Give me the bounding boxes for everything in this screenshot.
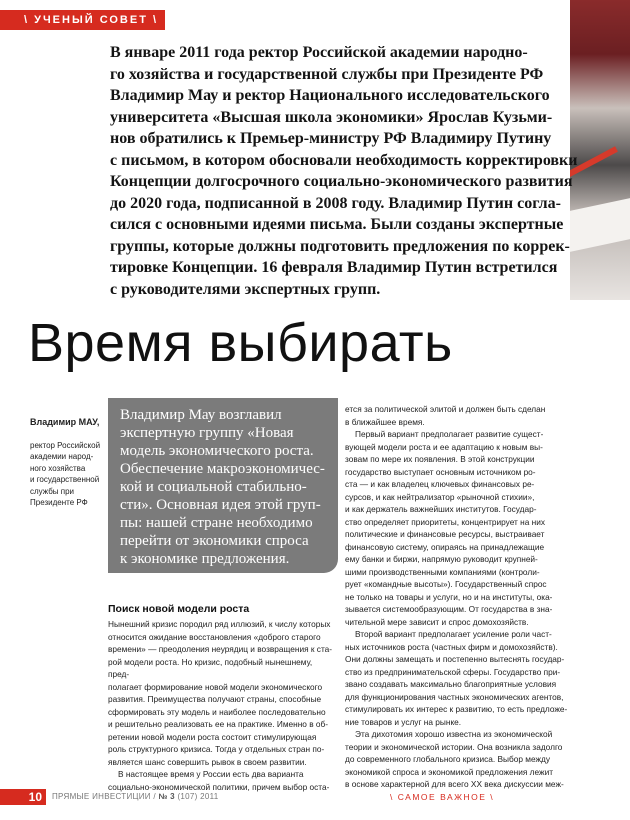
author-byline xyxy=(30,405,112,509)
left-column xyxy=(108,603,335,793)
rubric-label: \ САМОЕ ВАЖНОЕ \ xyxy=(390,792,495,802)
lead-paragraph: В январе 2011 года ректор Российской академии народно- го хозяйства и государственной службы при Президенте РФ Владимир Мау и ректор Национального исследовательского университета «Высшая школа экономики» Ярослав Кузьми- нов обратились к Премьер-министру РФ Владимиру Путину с письмом, в котором обосновали необходимость корректировки Концепции долгосрочного социально-экономического развития до 2020 года, подписанной в 2008 году. Владимир Путин согла- сился с основными идеями письма. Были созданы экспертные группы, которые должны подготовить предложения по коррек- тировке Концепции. 16 февраля Владимир Путин встретился с руководителями экспертных групп. xyxy=(110,44,578,298)
section-tag: \ УЧЕНЫЙ СОВЕТ \ xyxy=(0,10,165,30)
left-paragraph-1: Нынешний кризис породил ряд иллюзий, к числу которых относится ожидание восстановления «доброго старого времени» — преодоления неурядиц и возвращения к ста- рой модели роста. Но кризис, подобный нынешнему, пред- полагает формирование новой модели экономического развития. Преимущества получают страны, способные сформировать эту модель и наиболее последовательно и решительно реализовать ее на практике. Именно в об- ретении новой модели роста состоит стимулирующая роль структурного кризиса. Тогда у отдельных стран по- является шанс совершить рывок в своем развитии. xyxy=(108,619,333,767)
article-headline: Время выбирать xyxy=(28,313,453,373)
page-number: 10 xyxy=(0,789,46,805)
section-heading: Поиск новой модели роста xyxy=(108,603,250,615)
issue-detail: (107) 2011 xyxy=(174,792,219,801)
left-paragraph-2: В настоящее время у России есть два варианта социально-экономической политики, причем выбор оста- xyxy=(108,769,330,792)
right-column xyxy=(345,403,592,791)
author-name: Владимир МАУ, xyxy=(30,416,100,427)
right-paragraph-3: Эта дихотомия хорошо известна из экономической теории и экономической истории. Она возникла задолго до современного глобального кризиса. Выбор между экономикой спроса и экономикой предложения лежит в основе характерной для всего ХХ века дискуссии меж- xyxy=(345,729,564,789)
pull-quote-box xyxy=(108,398,338,573)
right-paragraph-1: Первый вариант предполагает развитие сущест- вующей модели роста и ее адаптацию к новым вы- зовам по мере их появления. В этой конструкции государство выступает основным источником ро- ста — и как владелец ключевых финансовых ре- сурсов, и как нейтрализатор «рыночной стихии», и как держатель важнейших институтов. Государ- ство определяет приоритеты, концентрирует на них политические и финансовые ресурсы, выстраивает финансовую систему, опираясь на принадлежащие ему банки и биржи, напрямую руководит крупней- шими производственными компаниями (контроли- рует «командные высоты»). Государственный спрос не только на товары и услуги, но и на институты, ока- зывается системообразующим. От государства в зна- чительной мере зависит и спрос домохозяйств. xyxy=(345,429,553,627)
publication-info xyxy=(52,787,219,807)
author-role: ректор Российской академии народ- ного хозяйства и государственной службы при Президенте РФ xyxy=(30,440,101,507)
right-paragraph-0: ется за политической элитой и должен быть сделан в ближайшее время. xyxy=(345,404,546,427)
right-paragraph-2: Второй вариант предполагает усиление роли част- ных источников роста (частных фирм и домохозяйств). Они должны замещать и постепенно вытеснять государ- ство из предпринимательской сферы. Государство при- звано создавать максимально благоприятные условия для функционирования частных экономических агентов, стимулировать их интерес к развитию, то есть предложе- ние товаров и услуг на рынке. xyxy=(345,629,568,727)
page-footer xyxy=(0,789,630,809)
publication-name: ПРЯМЫЕ ИНВЕСТИЦИИ / xyxy=(52,792,159,801)
pull-quote-text: Владимир Мау возглавил экспертную группу «Новая модель экономического роста. Обеспечение макроэкономичес- кой и социальной стабильно- сти». Основная идея этой груп- пы: нашей стране необходимо перейти от экономики спроса к экономике предложения. xyxy=(120,407,325,567)
issue-number: № 3 xyxy=(158,792,175,801)
